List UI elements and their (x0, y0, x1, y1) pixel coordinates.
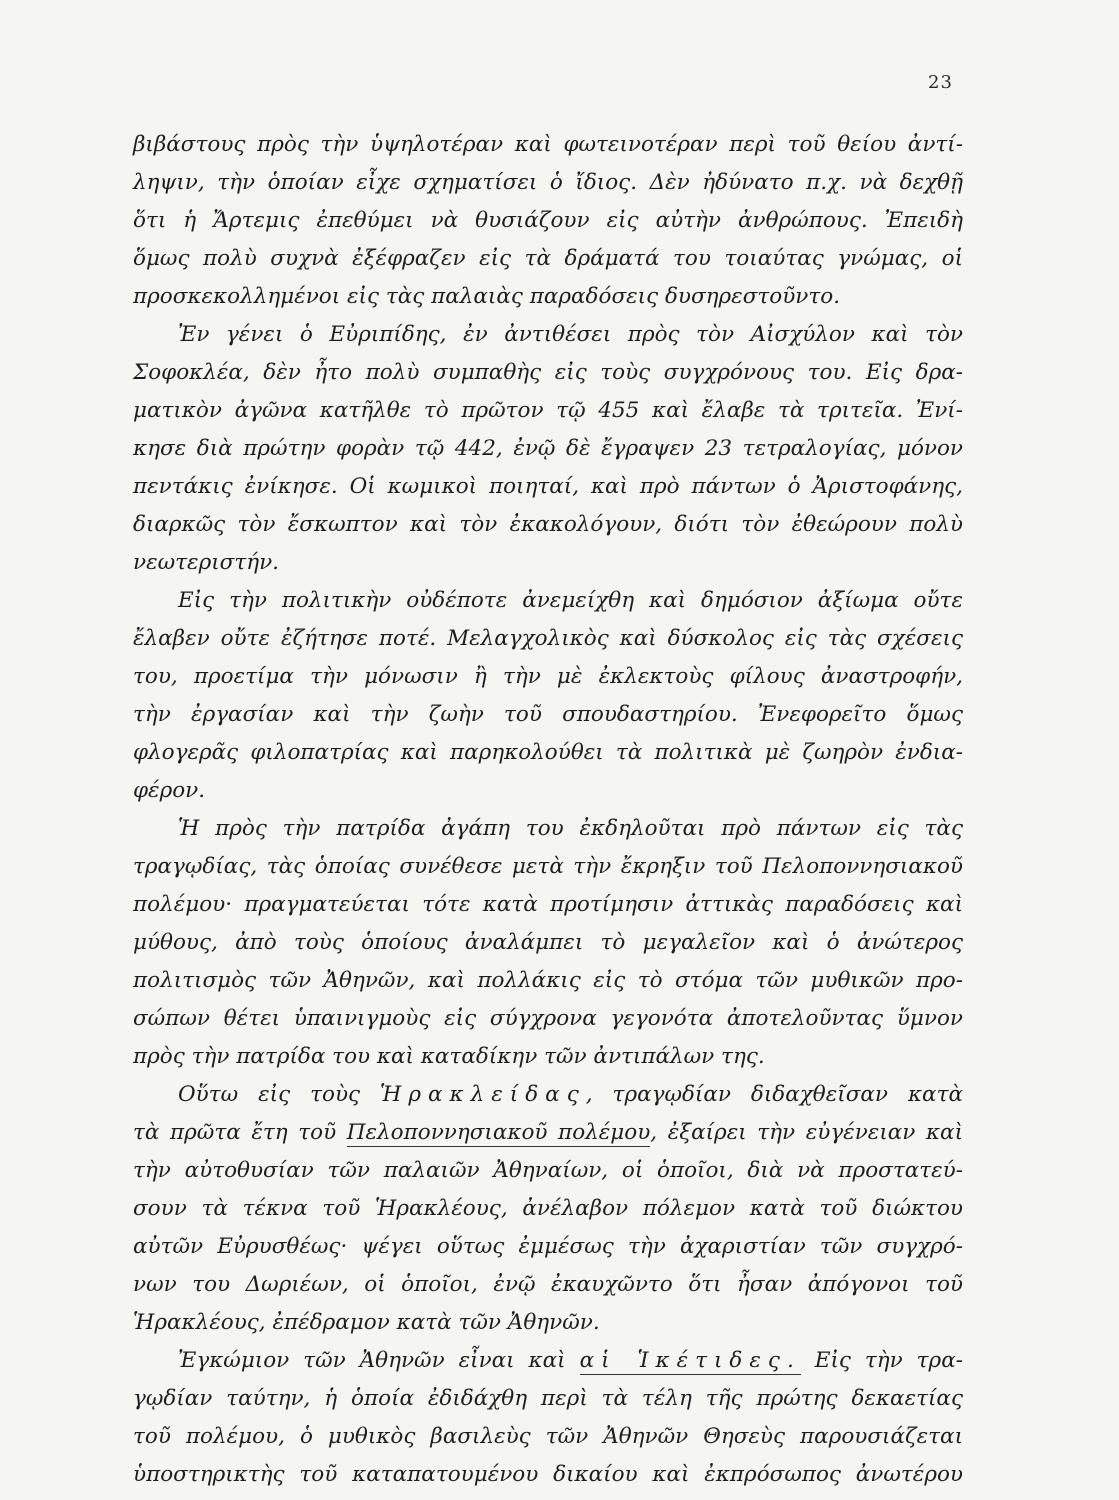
text-line: ὑποστηρικτὴς τοῦ καταπατουμένου δικαίου καὶ ἐκπρόσωπος ἀνωτέρου (133, 1462, 963, 1487)
text-line: διαρκῶς τὸν ἔσκωπτον καὶ τὸν ἐκακολόγουν, διότι τὸν ἐθεώρουν πολὺ (133, 512, 963, 537)
text-line: αὐτῶν Εὐρυσθέως· ψέγει οὕτως ἐμμέσως τὴν ἀχαριστίαν τῶν συγχρό- (133, 1234, 963, 1259)
play-title-suppliants: αἱ Ἱκέτιδες. (579, 1348, 801, 1373)
text-line: πολέμου· πραγματεύεται τότε κατὰ προτίμησιν ἀττικὰς παραδόσεις καὶ (133, 892, 963, 917)
text-line: φέρον. (133, 778, 206, 803)
text-segment: Ἐγκώμιον τῶν Ἀθηνῶν εἶναι καὶ (178, 1348, 580, 1373)
text-line (133, 1119, 963, 1147)
text-line: προσκεκολλημένοι εἰς τὰς παλαιὰς παραδόσεις δυσηρεστοῦντο. (133, 284, 841, 309)
page-number: 23 (928, 72, 953, 93)
text-line: ἔλαβεν οὔτε ἐζήτησε ποτέ. Μελαγχολικὸς καὶ δύσκολος εἰς τὰς σχέσεις (133, 626, 963, 651)
text-line: γῳδίαν ταύτην, ἡ ὁποία ἐδιδάχθη περὶ τὰ τέλη τῆς πρώτης δεκαετίας (133, 1386, 963, 1411)
text-segment: Οὕτω εἰς τοὺς (178, 1082, 381, 1107)
text-line: τὴν ἐργασίαν καὶ τὴν ζωὴν τοῦ σπουδαστηρίου. Ἐνεφορεῖτο ὅμως (133, 702, 963, 727)
text-line: κησε διὰ πρώτην φορὰν τῷ 442, ἐνῷ δὲ ἔγραψεν 23 τετραλογίας, μόνον (133, 436, 963, 461)
text-line: μύθους, ἀπὸ τοὺς ὁποίους ἀναλάμπει τὸ μεγαλεῖον καὶ ὁ ἀνώτερος (133, 930, 963, 955)
text-line: πολιτισμὸς τῶν Ἀθηνῶν, καὶ πολλάκις εἰς τὸ στόμα τῶν μυθικῶν προ- (133, 968, 963, 993)
text-line: Σοφοκλέα, δὲν ἦτο πολὺ συμπαθὴς εἰς τοὺς συγχρόνους του. Εἰς δρα- (133, 360, 963, 385)
play-title-heracleidae: Ἡρακλείδας (380, 1082, 586, 1107)
text-line: ὅτι ἡ Ἄρτεμις ἐπεθύμει νὰ θυσιάζουν εἰς αὐτὴν ἀνθρώπους. Ἐπειδὴ (133, 208, 963, 233)
text-line: ληψιν, τὴν ὁποίαν εἶχε σχηματίσει ὁ ἴδιος. Δὲν ἠδύνατο π.χ. νὰ δεχθῇ (133, 170, 963, 195)
text-line: πεντάκις ἐνίκησε. Οἱ κωμικοὶ ποιηταί, καὶ πρὸ πάντων ὁ Ἀριστοφάνης, (133, 474, 963, 499)
text-line: ματικὸν ἀγῶνα κατῆλθε τὸ πρῶτον τῷ 455 καὶ ἔλαβε τὰ τριτεῖα. Ἐνί- (133, 398, 963, 423)
text-line: του, προετίμα τὴν μόνωσιν ἢ τὴν μὲ ἐκλεκτοὺς φίλους ἀναστροφήν, (133, 664, 963, 689)
text-line: τοῦ πολέμου, ὁ μυθικὸς βασιλεὺς τῶν Ἀθηνῶν Θησεὺς παρουσιάζεται (133, 1424, 963, 1449)
text-line: τραγῳδίας, τὰς ὁποίας συνέθεσε μετὰ τὴν ἔκρηξιν τοῦ Πελοποννησιακοῦ (133, 854, 963, 879)
text-line: Ἡρακλέους, ἐπέδραμον κατὰ τῶν Ἀθηνῶν. (133, 1310, 600, 1335)
text-line (178, 1081, 963, 1109)
text-line: φλογερᾶς φιλοπατρίας καὶ παρηκολούθει τὰ πολιτικὰ μὲ ζωηρὸν ἐνδια- (133, 740, 963, 765)
underlined-phrase: Πελοποννησιακοῦ πολέμου (346, 1120, 651, 1145)
text-line: Ἡ πρὸς τὴν πατρίδα ἀγάπη του ἐκδηλοῦται πρὸ πάντων εἰς τὰς (178, 816, 963, 841)
text-line: σώπων θέτει ὑπαινιγμοὺς εἰς σύγχρονα γεγονότα ἀποτελοῦντας ὕμνον (133, 1006, 963, 1031)
text-line: βιβάστους πρὸς τὴν ὑψηλοτέραν καὶ φωτεινοτέραν περὶ τοῦ θείου ἀντί- (133, 132, 963, 157)
text-line (178, 1347, 963, 1375)
text-line: Ἐν γένει ὁ Εὐριπίδης, ἐν ἀντιθέσει πρὸς τὸν Αἰσχύλον καὶ τὸν (178, 322, 963, 347)
text-line: νων του Δωριέων, οἱ ὁποῖοι, ἐνῷ ἐκαυχῶντο ὅτι ἦσαν ἀπόγονοι τοῦ (133, 1272, 963, 1297)
text-segment: Εἰς τὴν τρα- (800, 1348, 963, 1373)
text-line: ὅμως πολὺ συχνὰ ἐξέφραζεν εἰς τὰ δράματά του τοιαύτας γνώμας, οἱ (133, 246, 963, 271)
text-line: Εἰς τὴν πολιτικὴν οὐδέποτε ἀνεμείχθη καὶ δημόσιον ἀξίωμα οὔτε (178, 588, 963, 613)
text-line: νεωτεριστήν. (133, 550, 279, 575)
text-line: σουν τὰ τέκνα τοῦ Ἡρακλέους, ἀνέλαβον πόλεμον κατὰ τοῦ διώκτου (133, 1196, 963, 1221)
text-line: τὴν αὐτοθυσίαν τῶν παλαιῶν Ἀθηναίων, οἱ ὁποῖοι, διὰ νὰ προστατεύ- (133, 1158, 963, 1183)
text-segment: τὰ πρῶτα ἔτη τοῦ (133, 1120, 347, 1145)
text-segment: , τραγῳδίαν διδαχθεῖσαν κατὰ (585, 1082, 963, 1107)
text-segment: , ἐξαίρει τὴν εὐγένειαν καὶ (650, 1120, 963, 1145)
text-line: πρὸς τὴν πατρίδα του καὶ καταδίκην τῶν ἀντιπάλων της. (133, 1044, 765, 1069)
